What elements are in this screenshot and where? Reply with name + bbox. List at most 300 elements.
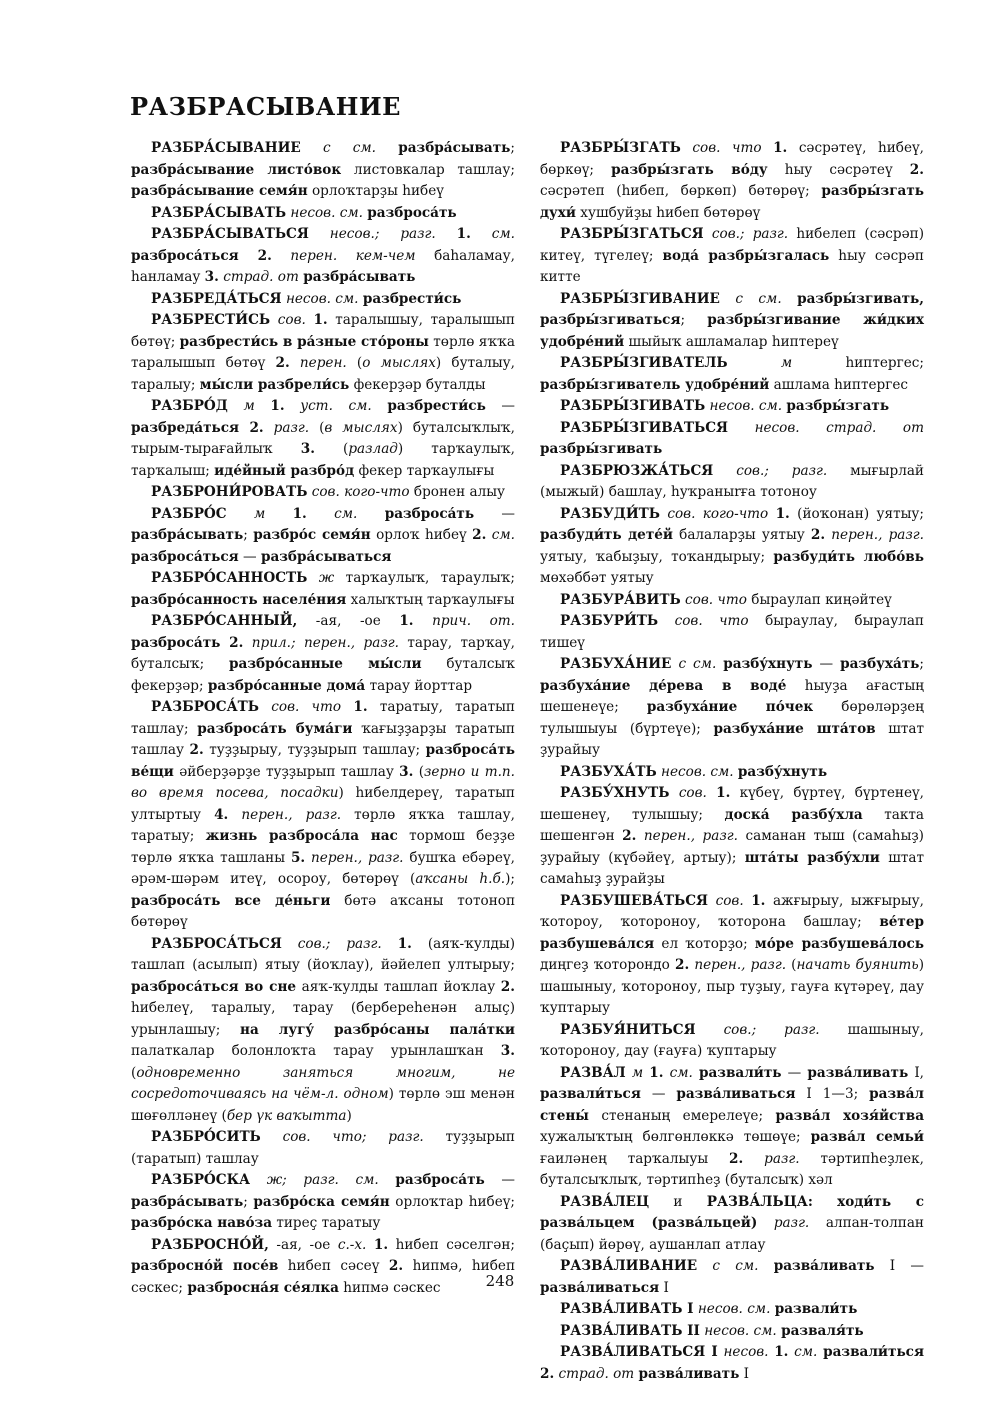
headword-text: 2. (189, 742, 204, 758)
grammar-label: перен. кем-чем (290, 247, 416, 264)
grammar-label: с см. (322, 140, 377, 156)
headword-text: 1. (773, 140, 788, 156)
headword-text: разбры́згивать, разбры́згиваться (540, 290, 925, 328)
headword-text: РАЗБРОСА́ТЬ (151, 699, 259, 715)
grammar-label: о мыслях (362, 355, 436, 371)
definition-text: ); (505, 871, 515, 887)
definition-text: ( (346, 355, 363, 371)
definition-text: I, (908, 1064, 925, 1081)
grammar-label: сов. что (674, 613, 749, 629)
headword-text: разбреда́ться 2. (131, 419, 264, 436)
definition-text: аяҡ-ҡулды ташлап йоҡлау (296, 978, 501, 995)
grammar-label: несов. см. (704, 1322, 777, 1339)
dictionary-entry (540, 396, 924, 418)
definition-text (471, 226, 492, 242)
headword-text: развали́ть (698, 1064, 782, 1081)
headword-text: разбросна́я се́ялка (187, 1279, 339, 1296)
definition-text: тиреҫ таратыу (272, 1215, 381, 1231)
definition-text: ( (786, 957, 797, 973)
headword-text: 2. (810, 527, 826, 543)
headword-text: РАЗБУХА́ТЬ (560, 763, 657, 780)
dictionary-entry (540, 1299, 924, 1321)
definition-text: тәртипһеҙлек, буталсыҡлыҡ, тәртипһеҙ (буталсыҡ) хәл (540, 1150, 925, 1188)
dictionary-entry (540, 590, 924, 612)
grammar-label: сов. что (271, 699, 342, 715)
headword-text: 2. (472, 527, 487, 543)
definition-text: һибелеп (сәсрәп) китеү, түгелеү; (540, 226, 925, 264)
dictionary-entry (540, 611, 924, 654)
definition-text: такта шешенгән (540, 806, 924, 844)
headword-text: РАЗБУРИ́ТЬ (560, 613, 659, 629)
headword-text: вода́ разбры́згалась (662, 247, 830, 264)
definition-text: фекер тарҡаулығы (354, 462, 495, 479)
headword-text: ве́тер разбушева́лся (540, 914, 924, 952)
headword-text: разва́ливать (807, 1064, 909, 1081)
definition-text: диңгеҙ ҡоторондо (540, 957, 675, 973)
headword-text: РАЗВА́ЛИВАТЬ I (560, 1301, 694, 1317)
headword-text: разбуха́ние шта́тов (713, 720, 876, 737)
grammar-label: м (243, 398, 255, 414)
headword-text: РАЗВА́ЛИВАТЬ II (560, 1322, 700, 1339)
dictionary-entry (131, 1127, 515, 1170)
headword-text: разбра́сывать (398, 140, 511, 156)
dictionary-entry (131, 289, 515, 311)
headword-text: разбра́сывание семя́н (131, 183, 308, 199)
dictionary-entry (131, 1170, 515, 1235)
grammar-label: перен., разг. (694, 957, 787, 973)
headword-text: 2. (622, 828, 637, 844)
definition-text: сәсрәтеү, һибеү, бөркөү; (540, 140, 924, 178)
definition-text: мығырлай (мыжый) башлау, һуҡраныrға тотоноу (540, 462, 924, 500)
dictionary-entry (131, 611, 515, 697)
headword-text: 1. (774, 1344, 789, 1360)
headword-text: РАЗБРЫ́ЗГИВАТЕЛЬ (560, 355, 728, 371)
headword-text: РАЗБРЫ́ЗГИВАТЬСЯ (560, 419, 729, 436)
grammar-label: разг. (764, 1150, 800, 1167)
definition-text: орлоҡ һибеү (370, 527, 473, 543)
headword-text: разбуха́ние по́чек (646, 699, 814, 715)
definition-text (270, 312, 278, 328)
definition-text (813, 1194, 837, 1210)
definition-text: мөхәббәт уятыу (540, 570, 654, 586)
headword-text: РАЗБРЫ́ЗГАТЬСЯ (560, 226, 704, 242)
dictionary-entry (540, 353, 924, 396)
definition-text: тарау, тарҡау, буталсыҡ; (131, 634, 515, 672)
grammar-label: прич. от. (432, 613, 515, 629)
headword-text: разбуха́ние де́рева в воде́ (540, 677, 787, 694)
definition-text (243, 635, 251, 651)
definition-text (264, 420, 274, 436)
definition-text: листовкалар ташлау; (341, 161, 515, 178)
headword-text: ходи́ть с разва́льцем (разва́льцей) (540, 1193, 925, 1231)
grammar-label: разг. (273, 419, 310, 436)
dictionary-entry (131, 697, 515, 934)
definition-text: палаткалар болонлоҡта тарау урынлашҡан (131, 1043, 501, 1059)
definition-text: штат самаһыҙ ҙурайҙы (540, 849, 924, 887)
definition-text (282, 936, 298, 952)
headword-text: разва́ливать (638, 1365, 740, 1382)
grammar-label: несов. см. (285, 290, 359, 307)
grammar-label: несов. см. (697, 1301, 771, 1317)
grammar-label: м (253, 505, 266, 522)
definition-text (272, 248, 291, 264)
headword-text: разбро́с семя́н (253, 527, 371, 543)
headword-text: РАЗБРЕСТИ́СЬ (151, 312, 271, 328)
grammar-label: ж; разг. см. (266, 1172, 379, 1188)
headword-text: разбро́санность населе́ния (131, 591, 347, 608)
definition-text (228, 807, 241, 823)
page-title: РАЗБРАСЫВАНИЕ (130, 92, 401, 121)
grammar-label: сов. кого-что (311, 484, 410, 500)
grammar-label: см. (334, 505, 358, 522)
dictionary-entry (131, 224, 515, 289)
headword-text: РАЗБРА́СЫВАТЬ (151, 204, 287, 221)
definition-text: I 1—3; (795, 1086, 870, 1102)
headword-text: 1. (649, 1064, 664, 1081)
headword-text: 1. (353, 699, 368, 715)
headword-text: РАЗБРЮЗЖА́ТЬСЯ (560, 462, 714, 479)
definition-text: балаларҙы уятыу (672, 527, 811, 543)
headword-text: разбра́сываться (260, 548, 392, 565)
definition-text (728, 420, 755, 436)
definition-text: бронен алыу (409, 484, 506, 500)
headword-text: РАЗБРОСНО́Й, (151, 1236, 269, 1253)
grammar-label: сов. (715, 892, 744, 909)
definition-text: орлоҡтарҙы һибеү (307, 183, 444, 199)
headword-text: 5. (290, 849, 306, 866)
definition-text: һиптергес; (792, 355, 924, 371)
definition-text (341, 699, 353, 715)
dictionary-entry (540, 289, 924, 354)
headword-text: РАЗБРЫ́ЗГАТЬ (560, 140, 681, 156)
grammar-label: в мыслях (324, 419, 398, 436)
headword-text: развали́ть (774, 1301, 858, 1317)
dictionary-entry (540, 224, 924, 289)
definition-text: фекерҙәр буталды (349, 376, 486, 393)
grammar-label: сов.; разг. (297, 935, 382, 952)
definition-text: шыйыҡ ашламалар һиптереү (624, 333, 839, 350)
headword-text: РАЗБУЯ́НИТЬСЯ (560, 1021, 696, 1038)
headword-text: РАЗБУДИ́ТЬ (560, 505, 661, 522)
headword-text: РАЗБРО́СКА (151, 1172, 251, 1188)
headword-text: РАЗВА́ЛЬЦА: (706, 1193, 813, 1210)
headword-text: РАЗБРО́САННЫЙ, (151, 613, 298, 629)
headword-text: 3. (204, 269, 219, 285)
definition-text: һибеп сәсеү (278, 1258, 389, 1274)
definition-text (782, 291, 797, 307)
grammar-label: м (631, 1064, 644, 1081)
headword-text: РАЗБУХА́НИЕ (560, 656, 672, 672)
headword-text: 2. (909, 161, 924, 178)
headword-text: разбры́згать во́ду (611, 161, 768, 178)
definition-text (250, 1172, 267, 1188)
headword-text: 2. (275, 355, 290, 371)
headword-text: разва́л хозя́йства (775, 1107, 925, 1124)
definition-text: ажғырыу, ыжғырыу, ҡотороу, ҡотороноу, ҡоторона башлау; (540, 892, 924, 930)
dictionary-entry (540, 1321, 924, 1343)
headword-text: разброса́ть бума́ги (197, 720, 353, 737)
grammar-label: перен., разг. (311, 849, 404, 866)
headword-text: разбуди́ть дете́й (540, 527, 673, 543)
headword-text: 2. (675, 957, 690, 973)
headword-text: РАЗВА́ЛИВАТЬСЯ I (560, 1344, 718, 1360)
grammar-label: см. (794, 1344, 818, 1360)
headword-text: разбро́санные мы́сли (229, 656, 422, 672)
definition-text (376, 140, 398, 156)
headword-text: разва́л семьи́ (810, 1129, 924, 1145)
grammar-label: сов. что (692, 140, 762, 156)
grammar-label: ж (318, 570, 335, 586)
headword-text: 4. (214, 806, 229, 823)
headword-text: разброса́ться 2. (131, 247, 272, 264)
definition-text: ашлама һиптергес (769, 376, 909, 393)
definition-text: ел ҡоторҙо; (654, 935, 755, 952)
headword-text: разбрести́сь (362, 290, 462, 307)
grammar-label: сов.; разг. (711, 226, 789, 242)
headword-text: развали́ться 2. (540, 1344, 924, 1382)
definition-text: — (485, 398, 516, 414)
grammar-label: сов. что (685, 591, 747, 608)
headword-text: разброса́ть (384, 505, 475, 522)
definition-text: һыу сәсрәп китте (540, 247, 924, 285)
dictionary-entry (131, 934, 515, 1128)
definition-text: быраулау, быраулап тишеү (540, 613, 924, 651)
grammar-label: сов. что; разг. (282, 1129, 424, 1145)
definition-text: I — (874, 1258, 924, 1274)
page-number: 248 (485, 1272, 515, 1290)
grammar-label: см. (669, 1064, 693, 1081)
grammar-label: страд. от (223, 269, 299, 285)
dictionary-entry (540, 783, 924, 891)
headword-text: РАЗБРЫ́ЗГИВАТЬ (560, 398, 706, 414)
definition-text (414, 613, 433, 629)
definition-text (259, 699, 271, 715)
dictionary-entry (131, 203, 515, 225)
headword-text: РАЗБРОСА́ТЬСЯ (151, 935, 282, 952)
definition-text: ) тарҡаулыҡ, тарҡалыш; (131, 441, 515, 479)
dictionary-entry (540, 418, 924, 461)
grammar-label: бер үк ваҡытта (226, 1107, 347, 1124)
grammar-label: страд. от (558, 1365, 635, 1382)
headword-text: 1. (716, 785, 731, 801)
definition-text (708, 893, 716, 909)
headword-text: разбра́сывать (131, 527, 244, 543)
headword-text: разва́л стены́ (540, 1086, 924, 1124)
headword-text: разбро́ска наво́за (131, 1215, 273, 1231)
definition-text (757, 1215, 774, 1231)
dictionary-entry (131, 482, 515, 504)
definition-text: һибеп сәселгән; (388, 1236, 515, 1253)
definition-text: әйберҙәрҙе туҙҙырып ташлау (173, 763, 400, 780)
grammar-label: сов. (678, 785, 707, 801)
definition-text: I (659, 1279, 669, 1296)
definition-text (707, 785, 716, 801)
headword-text: 1. (313, 312, 328, 328)
grammar-label: несов. см. (709, 398, 783, 414)
definition-text (762, 140, 774, 156)
headword-text: 2. (388, 1258, 404, 1274)
definition-text: туҙҙырып (таратып) ташлау (131, 1129, 515, 1167)
definition-text: орлоҡтар һибеү; (389, 1193, 515, 1210)
dictionary-entry (131, 504, 515, 569)
headword-text: 1. (292, 505, 307, 522)
definition-text: тарау йорттар (365, 677, 473, 694)
definition-text: таратыу, таратып ташлау; (131, 699, 515, 737)
definition-text: ) (346, 1107, 352, 1124)
headword-text: РАЗБРО́СИТЬ (151, 1129, 261, 1145)
definition-text: ; (680, 312, 708, 328)
grammar-label: перен. (299, 355, 347, 371)
headword-text: разброса́ться (131, 548, 239, 565)
dictionary-entry (131, 396, 515, 482)
headword-text: разбу́хнуть (737, 763, 828, 780)
definition-text: и (649, 1193, 707, 1210)
definition-text (265, 506, 292, 522)
definition-text: ҡағыҙҙарҙы таратып ташлау (131, 720, 515, 758)
definition-text (357, 506, 384, 522)
definition-text: ғаиләнең тарҡалыуы (540, 1150, 730, 1167)
headword-text: разбры́згать (786, 398, 890, 414)
headword-text: разбу́хнуть (723, 656, 813, 672)
headword-text: развали́ться (540, 1086, 641, 1102)
definition-text: һыу сәсрәтеү (767, 161, 910, 178)
definition-text: штат ҙурайыу (540, 720, 925, 758)
dictionary-entry (131, 310, 515, 396)
grammar-label: сов.; разг. (736, 462, 828, 479)
headword-text: разброса́ть (395, 1172, 485, 1188)
definition-text (713, 463, 736, 479)
grammar-label: несов.; разг. (329, 226, 436, 242)
definition-text: бушҡа ебәреү, әрәм-шәрәм итеү, осороу, бөтөрөү ( (131, 849, 515, 887)
headword-text: мы́сли разбрели́сь (199, 376, 350, 393)
definition-text (720, 291, 735, 307)
headword-text: разбрести́сь (387, 398, 486, 414)
definition-text: — (781, 1064, 808, 1081)
grammar-label: аҡсаны һ.б. (415, 871, 506, 887)
definition-text: ; (510, 140, 515, 156)
definition-text: күбеү, бүртеү, бүртенеү, шешенеү, тулышыу; (540, 785, 924, 823)
headword-text: разбрести́сь в ра́зные сто́роны (179, 333, 429, 350)
definition-text (728, 355, 781, 371)
dictionary-entry (540, 1192, 924, 1257)
definition-text (382, 936, 398, 952)
definition-text (285, 398, 301, 414)
definition-text (696, 1022, 724, 1038)
dictionary-entry (540, 138, 924, 224)
definition-text: һипмә, һибеп сәскес; (131, 1258, 515, 1296)
definition-text: I (739, 1365, 750, 1382)
left-column (131, 138, 515, 1299)
definition-text: ( (314, 441, 349, 457)
definition-text: төрлө яҡҡа ташлау, таратыу; (131, 806, 515, 844)
definition-text: алпан-толпан (баҫып) йөрөү, аушанлап атлау (540, 1215, 924, 1253)
headword-text: разваля́ть (781, 1322, 864, 1339)
dictionary-entry (540, 1063, 924, 1192)
definition-text: ) төрлө эш менән шөғөлләнеү ( (131, 1086, 515, 1124)
definition-text: тормош беҙҙе төрлө яҡҡа ташланы (131, 828, 516, 866)
grammar-label: см. (491, 527, 516, 543)
grammar-label: одновременно заняться многим, не сосредоточиваясь на чём-л. одном (131, 1064, 515, 1102)
definition-text: ; (243, 527, 254, 543)
headword-text: 3. (500, 1043, 515, 1059)
headword-text: РАЗБРА́СЫВАНИЕ (151, 140, 301, 156)
grammar-label: разг. (773, 1215, 810, 1231)
dictionary-entry (540, 762, 924, 784)
definition-text: — (640, 1086, 677, 1102)
dictionary-entry (540, 1020, 924, 1063)
headword-text: 3. (399, 763, 414, 780)
definition-text (636, 828, 644, 844)
grammar-label: см. (491, 226, 515, 242)
definition-text: һибелеү, таралыу, тарау (бербереһенән алыҫ) урынлашыу; (131, 1000, 515, 1038)
dictionary-entry (131, 138, 515, 203)
headword-text: РАЗВА́Л (560, 1064, 626, 1081)
definition-text: -ая, -ое (268, 1236, 338, 1253)
grammar-label: сов. (277, 312, 306, 328)
definition-text: халыҡтың тарҡаулығы (346, 591, 515, 608)
definition-text: сәсрәтеп (һибеп, бөркөп) бөтөрөү; (540, 183, 822, 199)
definition-text: ( (309, 419, 325, 436)
grammar-label: сов. кого-что (667, 505, 769, 522)
definition-text: -ая, -ое (297, 613, 400, 629)
dictionary-entry (540, 461, 924, 504)
dictionary-entry (540, 891, 924, 1020)
grammar-label: начать буянить (796, 957, 919, 973)
definition-text (261, 1129, 283, 1145)
definition-text: уятыу, ҡабыҙыу, тоҡандырыу; (540, 548, 774, 565)
definition-text: бөрөләрҙең тулышыуы (бүртеүе); (540, 699, 925, 737)
definition-text: шашыныу, ҡотороноу, дау (ғауға) ҡуптарыу (540, 1021, 924, 1059)
headword-text: РАЗБРО́С (151, 505, 227, 522)
definition-text (366, 1237, 374, 1253)
headword-text: 1. (399, 613, 414, 629)
definition-text (681, 140, 693, 156)
grammar-label: м (780, 355, 793, 371)
grammar-label: с см. (712, 1258, 759, 1274)
headword-text: разбра́сывание листо́вок (131, 161, 342, 178)
grammar-label: несов. страд. от (754, 419, 924, 436)
definition-text (227, 506, 254, 522)
headword-text: РАЗБУШЕВА́ТЬСЯ (560, 892, 709, 909)
headword-text: РАЗБРЕДА́ТЬСЯ (151, 290, 282, 307)
definition-text: ; (243, 1193, 254, 1210)
headword-text: разва́ливаться (676, 1086, 796, 1102)
definition-text (309, 226, 330, 242)
headword-text: 2. (729, 1150, 744, 1167)
headword-text: разбры́згивать (540, 441, 663, 457)
definition-text: төрлө яҡҡа таралышып бөтөү (131, 333, 515, 371)
definition-text: ( (131, 1064, 137, 1081)
grammar-label: с.-х. (337, 1236, 367, 1253)
dictionary-entry (540, 1342, 924, 1385)
headword-text: разва́ливать (773, 1258, 875, 1274)
grammar-label: с см. (678, 656, 717, 672)
definition-text (670, 785, 679, 801)
definition-text: быраулап киңәйтеү (746, 591, 892, 608)
headword-text: РАЗБУ́ХНУТЬ (560, 785, 670, 801)
definition-text (307, 506, 334, 522)
definition-text: туҙҙырыу, туҙҙырып ташлау; (203, 742, 426, 758)
headword-text: РАЗБУРА́ВИТЬ (560, 591, 681, 608)
definition-text (307, 570, 318, 586)
definition-text (290, 355, 300, 371)
headword-text: 1. (397, 935, 412, 952)
grammar-label: зерно и т.п. во время посева, посадки (131, 763, 516, 801)
headword-text: жизнь разброса́ла нас (205, 828, 398, 844)
definition-text (704, 226, 712, 242)
grammar-label: несов. (723, 1344, 769, 1360)
definition-text: ) шашыныу, ҡотороноу, пыр туҙыу, гауға күтәреү, дау ҡуптарыу (540, 957, 925, 1016)
